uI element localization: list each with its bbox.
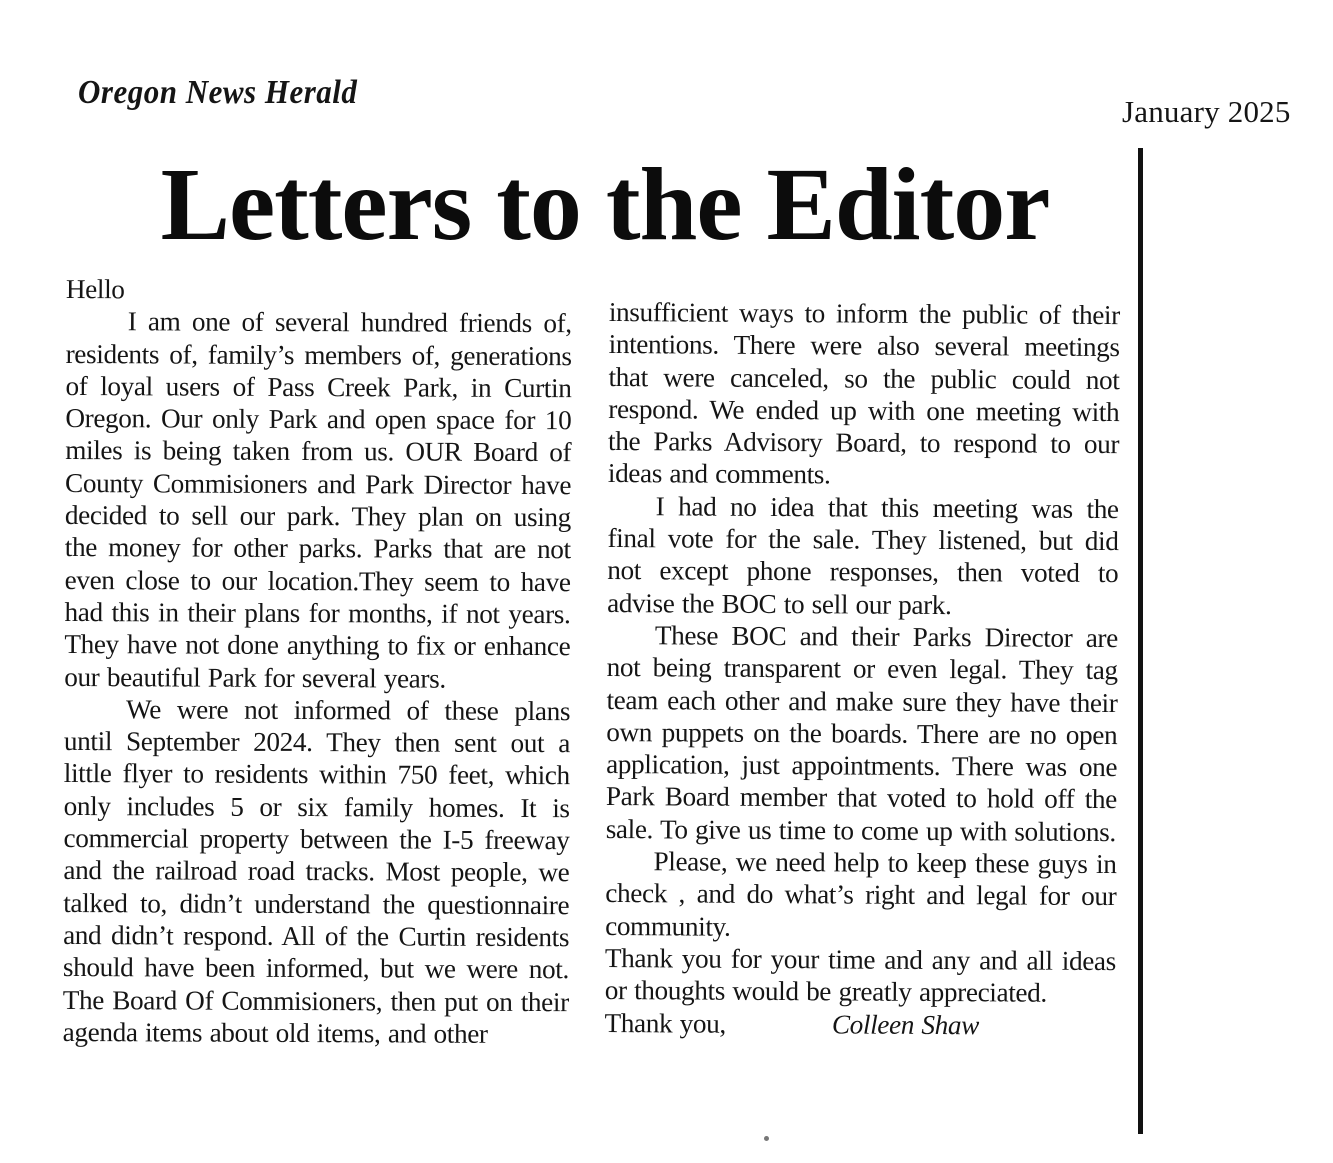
column-rule [1138, 148, 1143, 1134]
letter-closing [604, 1007, 1115, 1042]
letter-greeting: Hello [65, 274, 125, 305]
letter-paragraph: I am one of several hundred friends of, residents of, family’s members of, generations of loyal users of Pass Creek Park, in Curtin Oregon. Our only Park and open space for 10 miles is being taken from us. OUR Board of County Commisioners and Park Director have decided to sell our park. They plan on using the money for other parks. Parks that are not even close to our location.They seem to have had this in their plans for months, if not years. They have not done anything to fix or enhance our beautiful Park for several years. [64, 306, 572, 694]
left-column [63, 273, 572, 1050]
letter-paragraph: insufficient ways to inform the public of their intentions. There were also several meetings that were canceled, so the public could not respond. We ended up with one meeting with the Parks Advisory Board, to respond to our ideas and comments. [607, 296, 1120, 490]
letter-paragraph: Please, we need help to keep these guys in check , and do what’s right and legal for our community. [605, 846, 1117, 942]
letter-paragraph: I had no idea that this meeting was the final vote for the sale. They listened, but did not except phone responses, then voted to advise the BOC to sell our park. [607, 491, 1119, 620]
letter-paragraph: We were not informed of these plans until September 2024. They then sent out a little flyer to residents within 750 feet, which only includes 5 or six family homes. It is commercial property between the I-5 freeway and the railroad road tracks. Most people, we talked to, didn’t understand the questionnaire and didn’t respond. All of the Curtin residents should have been informed, but we were not. The Board Of Commisioners, then put on their agenda items about old items, and other [62, 694, 571, 1049]
page-title: Letters to the Editor [160, 147, 1050, 262]
scan-speck [764, 1136, 769, 1141]
masthead: Oregon News Herald [78, 72, 358, 111]
letter-paragraph: These BOC and their Parks Director are not being transparent or even legal. They tag team each other and make sure they have their own puppets on the boards. There are no open application, just appointments. There was one Park Board member that voted to hold off the sale. To give us time to come up with solutions. [605, 620, 1119, 847]
letter-paragraph: Thank you for your time and any and all ideas or thoughts would be greatly appreciated. [604, 942, 1117, 1008]
issue-date: January 2025 [1122, 94, 1291, 129]
closing-text: Thank you, [604, 1007, 726, 1039]
signature: Colleen Shaw [831, 1008, 980, 1040]
right-column [604, 296, 1120, 1042]
